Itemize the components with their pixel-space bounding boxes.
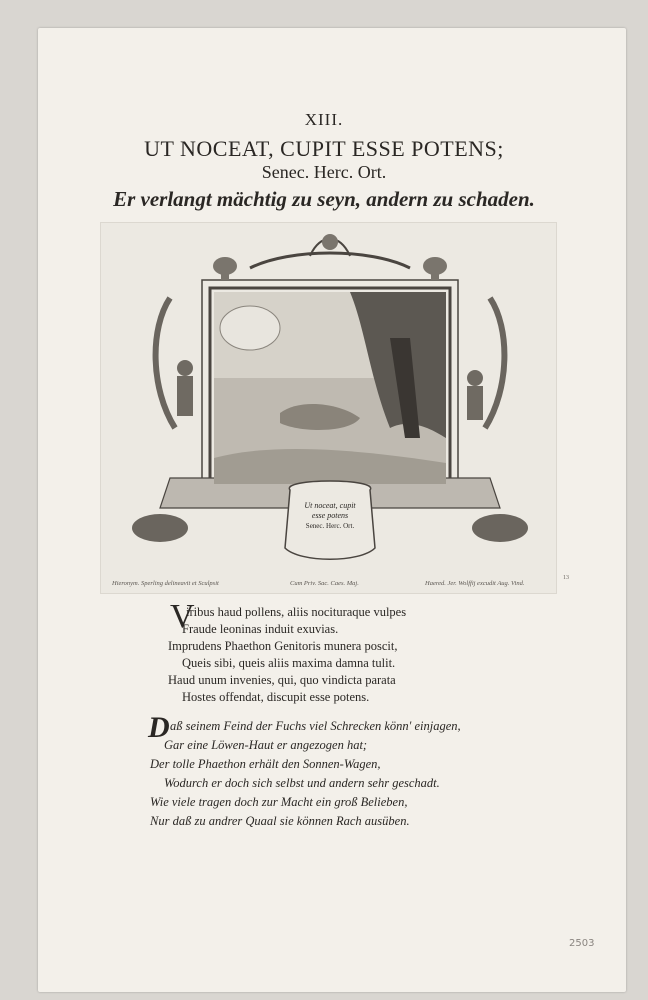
- latin-line: Haud unum invenies, qui, quo vindicta parata: [168, 673, 396, 687]
- german-verse: [150, 717, 461, 831]
- german-dropcap: D: [148, 711, 170, 744]
- plate-number: 13: [563, 575, 569, 581]
- credit-engraver: Hieronym. Sperling delineavit et Sculpsit: [112, 580, 219, 587]
- german-line: Gar eine Löwen-Haut er angezogen hat;: [164, 738, 368, 752]
- engraving-image: [130, 228, 530, 568]
- credit-privilege: Cum Priv. Sac. Caes. Maj.: [290, 580, 359, 587]
- latin-motto: UT NOCEAT, CUPIT ESSE POTENS;: [144, 136, 504, 161]
- german-line: Wie viele tragen doch zur Macht ein groß Belieben,: [150, 795, 408, 809]
- latin-line: Imprudens Phaethon Genitoris munera poscit,: [168, 639, 398, 653]
- latin-line: Fraude leoninas induit exuvias.: [182, 622, 339, 636]
- german-line: Nur daß zu andrer Quaal sie können Rach ausüben.: [150, 814, 410, 828]
- motto-source: Senec. Herc. Ort.: [261, 162, 387, 182]
- cartouche-line-3: Senec. Herc. Ort.: [305, 522, 355, 530]
- cartouche-line-2: esse potens: [311, 511, 349, 520]
- cartouche-line-1: Ut noceat, cupit: [304, 501, 356, 510]
- latin-line: Queis sibi, queis aliis maxima damna tulit.: [182, 656, 396, 670]
- credit-publisher: Haered. Jer. Wolffij excudit Aug. Vind.: [425, 580, 525, 587]
- german-line: aß seinem Feind der Fuchs viel Schrecken könn' einjagen,: [170, 719, 461, 733]
- latin-dropcap: V: [170, 598, 195, 635]
- emblem-number: XIII.: [304, 110, 344, 129]
- latin-line: iribus haud pollens, aliis nocituraque vulpes: [186, 605, 407, 619]
- german-motto: Er verlangt mächtig zu seyn, andern zu schaden.: [113, 187, 535, 211]
- german-line: Wodurch er doch sich selbst und andern sehr geschadt.: [164, 776, 440, 790]
- pencil-inventory-mark: 2503: [569, 938, 595, 949]
- latin-verse: [168, 604, 406, 706]
- german-line: Der tolle Phaethon erhält den Sonnen-Wagen,: [150, 757, 381, 771]
- latin-line: Hostes offendat, discupit esse potens.: [182, 690, 370, 704]
